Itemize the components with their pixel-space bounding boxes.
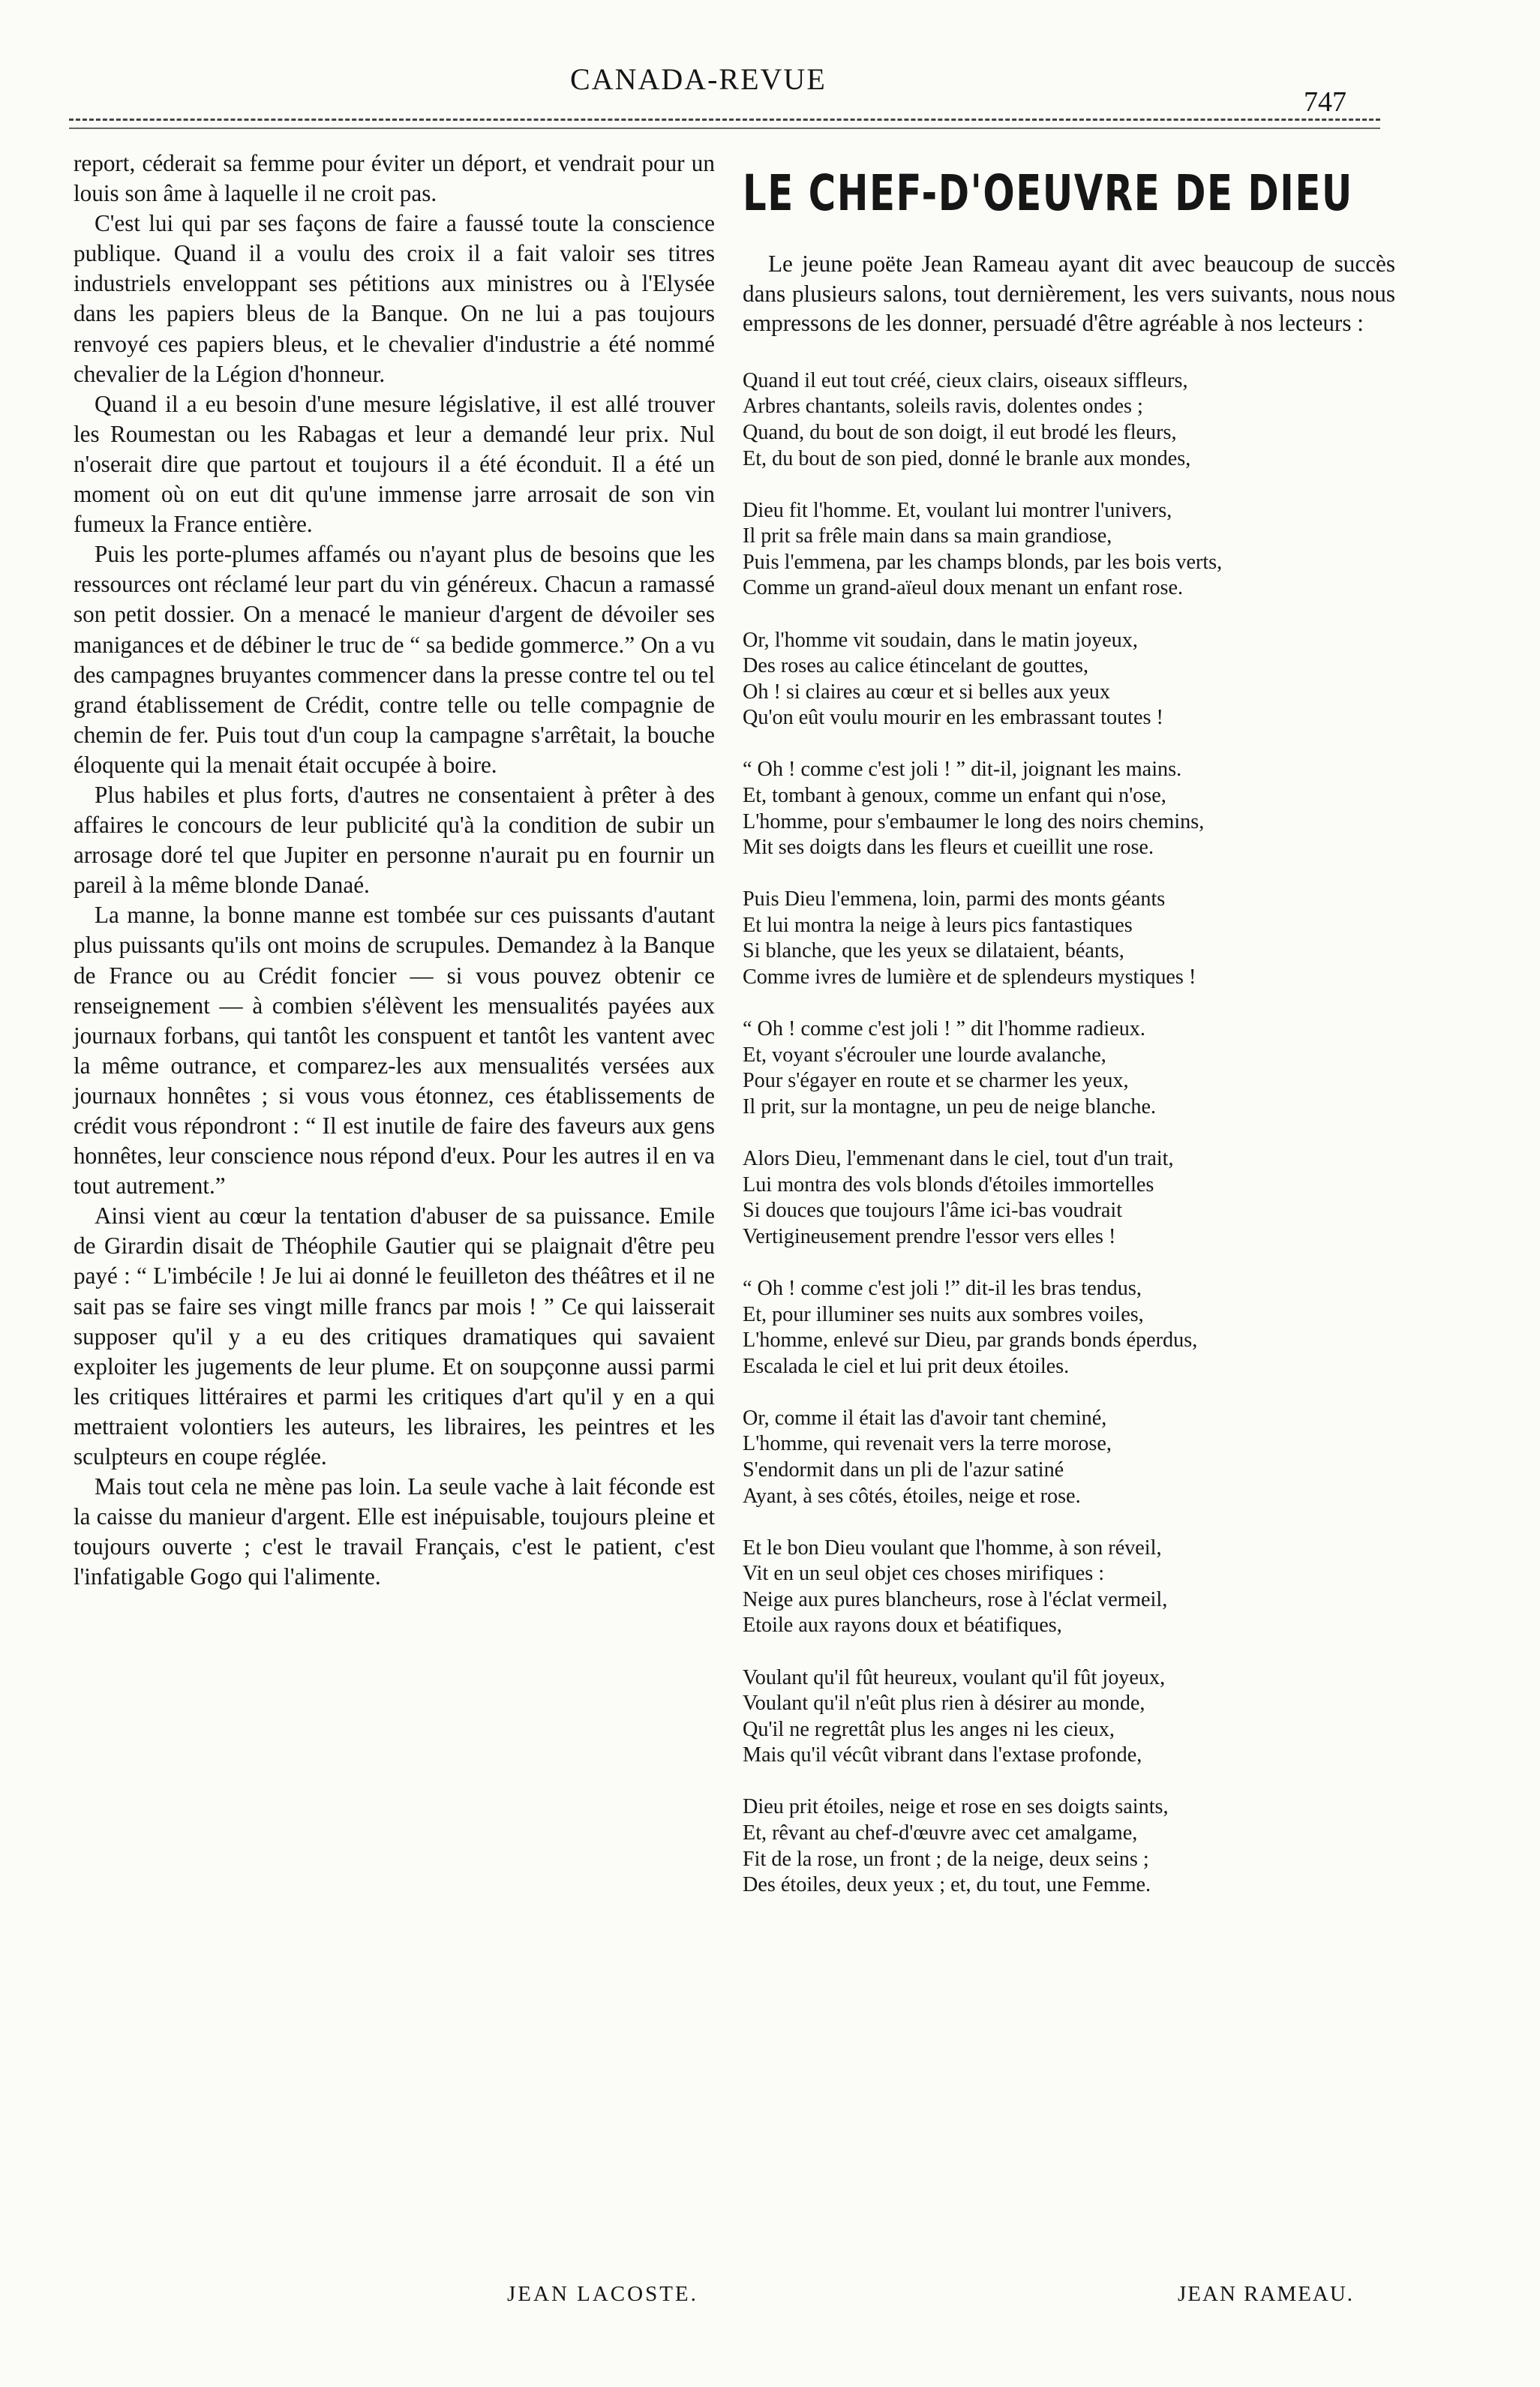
paragraph: report, céderait sa femme pour éviter un déport, et vendrait pour un louis son âme à laquelle il ne croit pas. [74,150,715,207]
poem-verse: “ Oh ! comme c'est joli !” dit-il les bras tendus, [743,1276,1142,1300]
poem-verse: Pour s'égayer en route et se charmer les yeux, [743,1069,1129,1093]
poem-stanza [743,498,1395,602]
paragraph: Mais tout cela ne mène pas loin. La seule vache à lait féconde est la caisse du manieur d'argent. Elle est inépuisable, toujours pleine et toujours ouverte ; c'est le travail Français, c'est le patient, c'est l'infatigable Gogo qui l'alimente. [74,1473,715,1590]
poem-verse: Mais qu'il vécût vibrant dans l'extase profonde, [743,1743,1142,1767]
paragraph: C'est lui qui par ses façons de faire a faussé toute la conscience publique. Quand il a voulu des croix il a fait valoir ses titres industriels enveloppant ses pétitions aux ministres ou à l'Elysée dans les papiers bleus de la Banque. On ne lui a pas toujours renvoyé ces papiers bleus, et le chevalier d'industrie a été nommé chevalier de la Légion d'honneur. [74,210,715,387]
poem-stanza [743,628,1395,731]
poem-verse: Escalada le ciel et lui prit deux étoiles. [743,1354,1070,1378]
poem-verse: L'homme, qui revenait vers la terre morose, [743,1432,1112,1456]
poem-stanza [743,1536,1395,1639]
paragraph: Ainsi vient au cœur la tentation d'abuser de sa puissance. Emile de Girardin disait de Théophile Gautier qui se plaignait d'être peu payé : “ L'imbécile ! Je lui ai donné le feuilleton des théâtres et il ne sait pas se faire ses vingt mille francs par mois ! ” Ce qui laisserait supposer qu'il y a eu des critiques dramatiques qui savaient exploiter les jugements de leur plume. Et on soupçonne aussi parmi les critiques littéraires et parmi les critiques d'art qu'il y en a qui mettraient volontiers les auteurs, les libraires, les peintres et les sculpteurs en coupe réglée. [74,1203,715,1470]
page-number: 747 [1304,86,1346,118]
poem-verse: S'endormit dans un pli de l'azur satiné [743,1458,1064,1482]
poem-verse: Et le bon Dieu voulant que l'homme, à son réveil, [743,1536,1162,1560]
poem-verse: Voulant qu'il n'eût plus rien à désirer au monde, [743,1692,1145,1716]
journal-title: CANADA-REVUE [570,62,827,96]
poem-verse: Des roses au calice étincelant de gouttes, [743,654,1088,678]
poem-verse: Arbres chantants, soleils ravis, dolentes ondes ; [743,395,1143,419]
poem-verse: Dieu prit étoiles, neige et rose en ses doigts saints, [743,1795,1169,1819]
poem-verse: Il prit, sur la montagne, un peu de neige blanche. [743,1094,1157,1118]
poem-verse: Et, du bout de son pied, donné le branle aux mondes, [743,446,1191,470]
poem-verse: Vit en un seul objet ces choses mirifiques : [743,1562,1105,1586]
running-head [0,62,1540,118]
poem-verse: Or, l'homme vit soudain, dans le matin joyeux, [743,628,1138,652]
poem-verse: L'homme, pour s'embaumer le long des noirs chemins, [743,809,1205,833]
poem-verse: Quand, du bout de son doigt, il eut brodé les fleurs, [743,420,1177,444]
poem-verse: Quand il eut tout créé, cieux clairs, oiseaux siffleurs, [743,368,1188,392]
poem-verse: Si douces que toujours l'âme ici-bas voudrait [743,1199,1123,1223]
paragraph: La manne, la bonne manne est tombée sur ces puissants d'autant plus puissants qu'ils ont moins de scrupules. Demandez à la Banque de France ou au Crédit foncier — si vous pouvez obtenir ce renseignement — à combien s'élèvent les mensualités payées aux journaux forbans, qui tantôt les conspuent et tantôt les vantent avec la même outrance, et comparez-les aux mensualités versées aux journaux honnêtes ; si vous vous étonnez, ces établissements de crédit vous répondront : “ Il est inutile de faire des faveurs aux gens honnêtes, leur conscience nous répond d'eux. Pour les autres il en va tout autrement.” [74,902,715,1200]
poem-stanza [743,368,1395,472]
poem-verse: Fit de la rose, un front ; de la neige, deux seins ; [743,1847,1149,1871]
poem-verse: Alors Dieu, l'emmenant dans le ciel, tout d'un trait, [743,1147,1174,1171]
right-column-poem [743,149,1395,1924]
poem-verse: Des étoiles, deux yeux ; et, du tout, une Femme. [743,1873,1151,1897]
poem-verse: Si blanche, que les yeux se dilataient, béants, [743,939,1124,963]
poem-verse: Voulant qu'il fût heureux, voulant qu'il fût joyeux, [743,1665,1166,1689]
poem-stanza [743,1794,1395,1898]
poem-verse: Puis Dieu l'emmena, loin, parmi des monts géants [743,887,1166,911]
poem-stanza [743,1665,1395,1769]
poem-verse: Dieu fit l'homme. Et, voulant lui montrer l'univers, [743,498,1172,522]
poem-verse: Comme un grand-aïeul doux menant un enfant rose. [743,576,1184,600]
signature-jean-rameau: JEAN RAMEAU. [1178,2282,1355,2306]
poem-verse: Oh ! si claires au cœur et si belles aux yeux [743,680,1110,704]
header-rule-solid [69,128,1380,129]
poem-verse: Et, voyant s'écrouler une lourde avalanche, [743,1043,1106,1067]
poem-stanza [743,1016,1395,1120]
poem-verse: Comme ivres de lumière et de splendeurs mystiques ! [743,965,1196,989]
poem-stanza [743,887,1395,990]
poem-stanza [743,1406,1395,1509]
poem-intro: Le jeune poëte Jean Rameau ayant dit avec beaucoup de succès dans plusieurs salons, tout dernièrement, les vers suivants, nous nous empressons de les donner, persuadé d'être agréable à nos lecteurs : [743,251,1395,337]
poem-verse: Neige aux pures blancheurs, rose à l'éclat vermeil, [743,1587,1168,1611]
poem-verse: Or, comme il était las d'avoir tant cheminé, [743,1406,1107,1430]
poem-verse: Et lui montra la neige à leurs pics fantastiques [743,913,1133,937]
poem-stanza [743,1276,1395,1380]
paragraph: Puis les porte-plumes affamés ou n'ayant plus de besoins que les ressources ont réclamé leur part du vin généreux. Chacun a ramassé son petit dossier. On a menacé le manieur d'argent de dévoiler ses manigances et de débiner le truc de “ sa bedide gommerce.” On a vu des campagnes bruyantes commencer dans la presse contre tel ou tel grand établissement de Crédit, contre telle ou telle compagnie de chemin de fer. Puis tout d'un coup la campagne s'arrêtait, la bouche éloquente qui la menait était occupée à boire. [74,541,715,778]
poem-verse: Ayant, à ses côtés, étoiles, neige et rose. [743,1484,1081,1508]
poem-stanza [743,757,1395,860]
paragraph: Plus habiles et plus forts, d'autres ne consentaient à prêter à des affaires le concours de leur publicité qu'à la condition de subir un arrosage doré tel que Jupiter en personne n'aurait pu en fournir un pareil à la même blonde Danaé. [74,781,715,899]
poem-stanzas [743,368,1395,1899]
poem-verse: “ Oh ! comme c'est joli ! ” dit l'homme radieux. [743,1017,1145,1041]
poem-verse: Puis l'emmena, par les champs blonds, par les bois verts, [743,550,1223,574]
poem-verse: Il prit sa frêle main dans sa main grandiose, [743,524,1112,548]
header-rule [69,119,1380,121]
poem-stanza [743,1146,1395,1250]
poem-verse: Etoile aux rayons doux et béatifiques, [743,1614,1062,1638]
poem-verse: Et, pour illuminer ses nuits aux sombres voiles, [743,1302,1144,1326]
poem-title: LE CHEF-D'OEUVRE DE DIEU [743,164,1353,222]
poem-verse: Qu'il ne regrettât plus les anges ni les cieux, [743,1717,1115,1741]
poem-verse: L'homme, enlevé sur Dieu, par grands bonds éperdus, [743,1329,1198,1353]
poem-verse: Mit ses doigts dans les fleurs et cueillit une rose. [743,836,1154,860]
signature-jean-lacoste: JEAN LACOSTE. [507,2282,698,2306]
poem-verse: “ Oh ! comme c'est joli ! ” dit-il, joignant les mains. [743,758,1182,782]
poem-verse: Qu'on eût voulu mourir en les embrassant toutes ! [743,706,1163,730]
poem-verse: Et, tombant à genoux, comme un enfant qui n'ose, [743,784,1166,807]
poem-verse: Et, rêvant au chef-d'œuvre avec cet amalgame, [743,1821,1138,1845]
poem-verse: Vertigineusement prendre l'essor vers elles ! [743,1224,1116,1248]
left-column-article [74,149,715,1593]
poem-verse: Lui montra des vols blonds d'étoiles immortelles [743,1172,1154,1197]
paragraph: Quand il a eu besoin d'une mesure législative, il est allé trouver les Roumestan ou les Rabagas et leur a demandé leur prix. Nul n'oserait dire que partout et toujours il a été éconduit. Il a été un moment où on eut dit qu'une immense jarre arrosait de son vin fumeux la France entière. [74,390,715,538]
